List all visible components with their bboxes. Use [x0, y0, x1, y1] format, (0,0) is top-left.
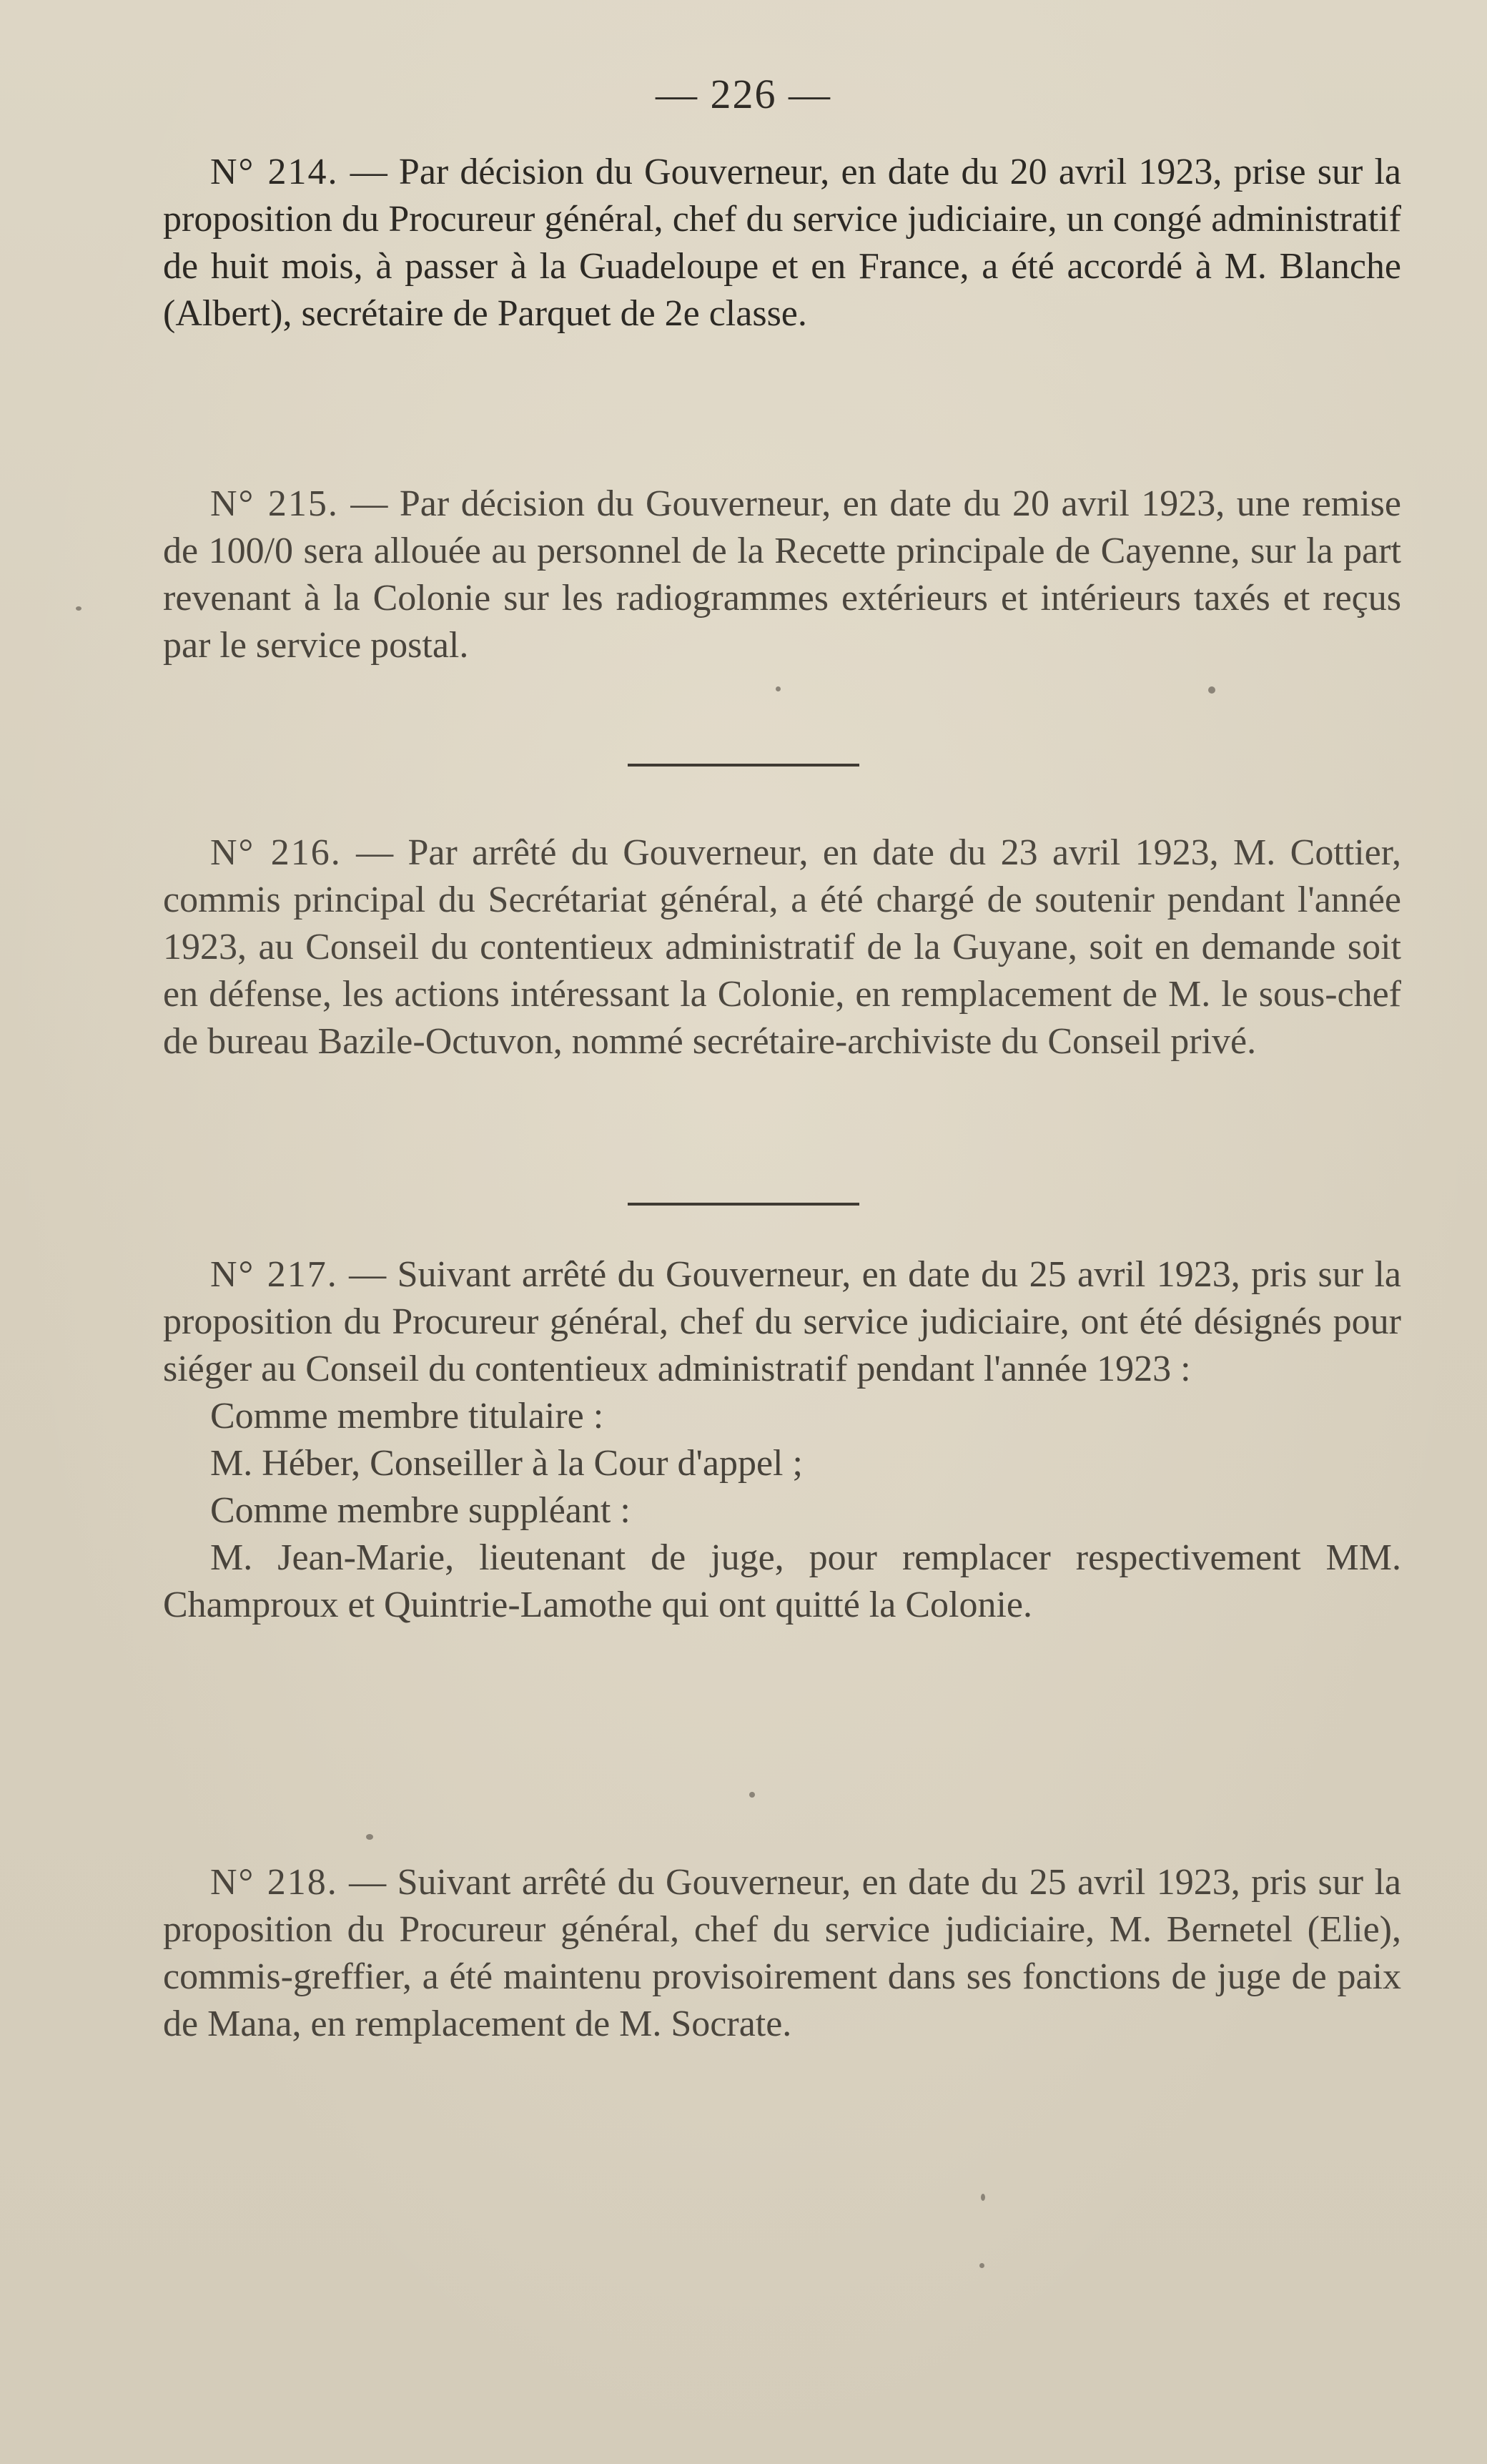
entry-214 — [163, 149, 1401, 337]
entry-text: — Par décision du Gouverneur, en date du 20 avril 1923, prise sur la proposition du Procureur général, chef du service judiciaire, un congé administratif de huit mois, à passer à la Guadeloupe et en France, a été accordé à M. Blanche (Albert), secrétaire de Parquet de 2e classe. — [163, 152, 1402, 334]
entry-text: — Par arrêté du Gouverneur, en date du 23 avril 1923, M. Cottier, commis principal du Secrétariat général, a été chargé de soutenir pendant l'année 1923, au Conseil du contentieux administratif de la Guyane, soit en demande soit en défense, les actions intéressant la Colonie, en remplacement de M. le sous-chef de bureau Bazile-Octuvon, nommé secrétaire-archiviste du Conseil privé. — [163, 832, 1401, 1062]
entry-217 — [163, 1251, 1401, 1629]
entry-paragraph — [163, 1859, 1401, 2048]
entry-215 — [163, 481, 1401, 669]
appointment-heading: Comme membre suppléant : — [210, 1490, 631, 1531]
section-divider — [628, 1203, 859, 1206]
paper-speck — [776, 686, 781, 691]
appointment-line: M. Jean-Marie, lieutenant de juge, pour remplacer respectivement MM. Champroux et Quintrie-Lamothe qui ont quitté la Colonie. — [163, 1537, 1401, 1625]
section-divider — [628, 764, 859, 767]
paper-speck — [76, 606, 81, 611]
paper-speck — [979, 2263, 984, 2268]
page-number: — 226 — — [656, 71, 831, 117]
paper-speck — [749, 1792, 755, 1798]
entry-paragraph — [163, 149, 1401, 337]
entry-text: — Suivant arrêté du Gouverneur, en date du 25 avril 1923, pris sur la proposition du Procureur général, chef du service judiciaire, M. Bernetel (Elie), commis-greffier, a été maintenu provisoirement dans ses fonctions de juge de paix de Mana, en remplacement de M. Socrate. — [163, 1862, 1401, 2044]
entry-number: N° 214. — [210, 152, 339, 192]
entry-216 — [163, 829, 1401, 1065]
appointment-line: M. Héber, Conseiller à la Cour d'appel ; — [210, 1443, 803, 1484]
entry-number: N° 215. — [210, 483, 339, 524]
entry-number: N° 216. — [210, 832, 342, 873]
paper-speck — [1208, 686, 1215, 694]
entry-paragraph — [163, 481, 1401, 669]
paper-speck — [366, 1834, 373, 1840]
entry-text: — Suivant arrêté du Gouverneur, en date du 25 avril 1923, pris sur la proposition du Procureur général, chef du service judiciaire, ont été désignés pour siéger au Conseil du contentieux administratif pendant l'année 1923 : — [163, 1254, 1401, 1389]
entry-text: — Par décision du Gouverneur, en date du 20 avril 1923, une remise de 100/0 sera allouée au personnel de la Recette principale de Cayenne, sur la part revenant à la Colonie sur les radiogrammes extérieurs et intérieurs taxés et reçus par le service postal. — [163, 483, 1401, 666]
entry-218 — [163, 1859, 1401, 2048]
entry-paragraph — [163, 1251, 1401, 1393]
paper-speck — [981, 2194, 985, 2201]
entry-number: N° 218. — [210, 1862, 338, 1903]
appointment-heading: Comme membre titulaire : — [210, 1396, 604, 1436]
entry-paragraph — [163, 829, 1401, 1065]
entry-number: N° 217. — [210, 1254, 338, 1295]
